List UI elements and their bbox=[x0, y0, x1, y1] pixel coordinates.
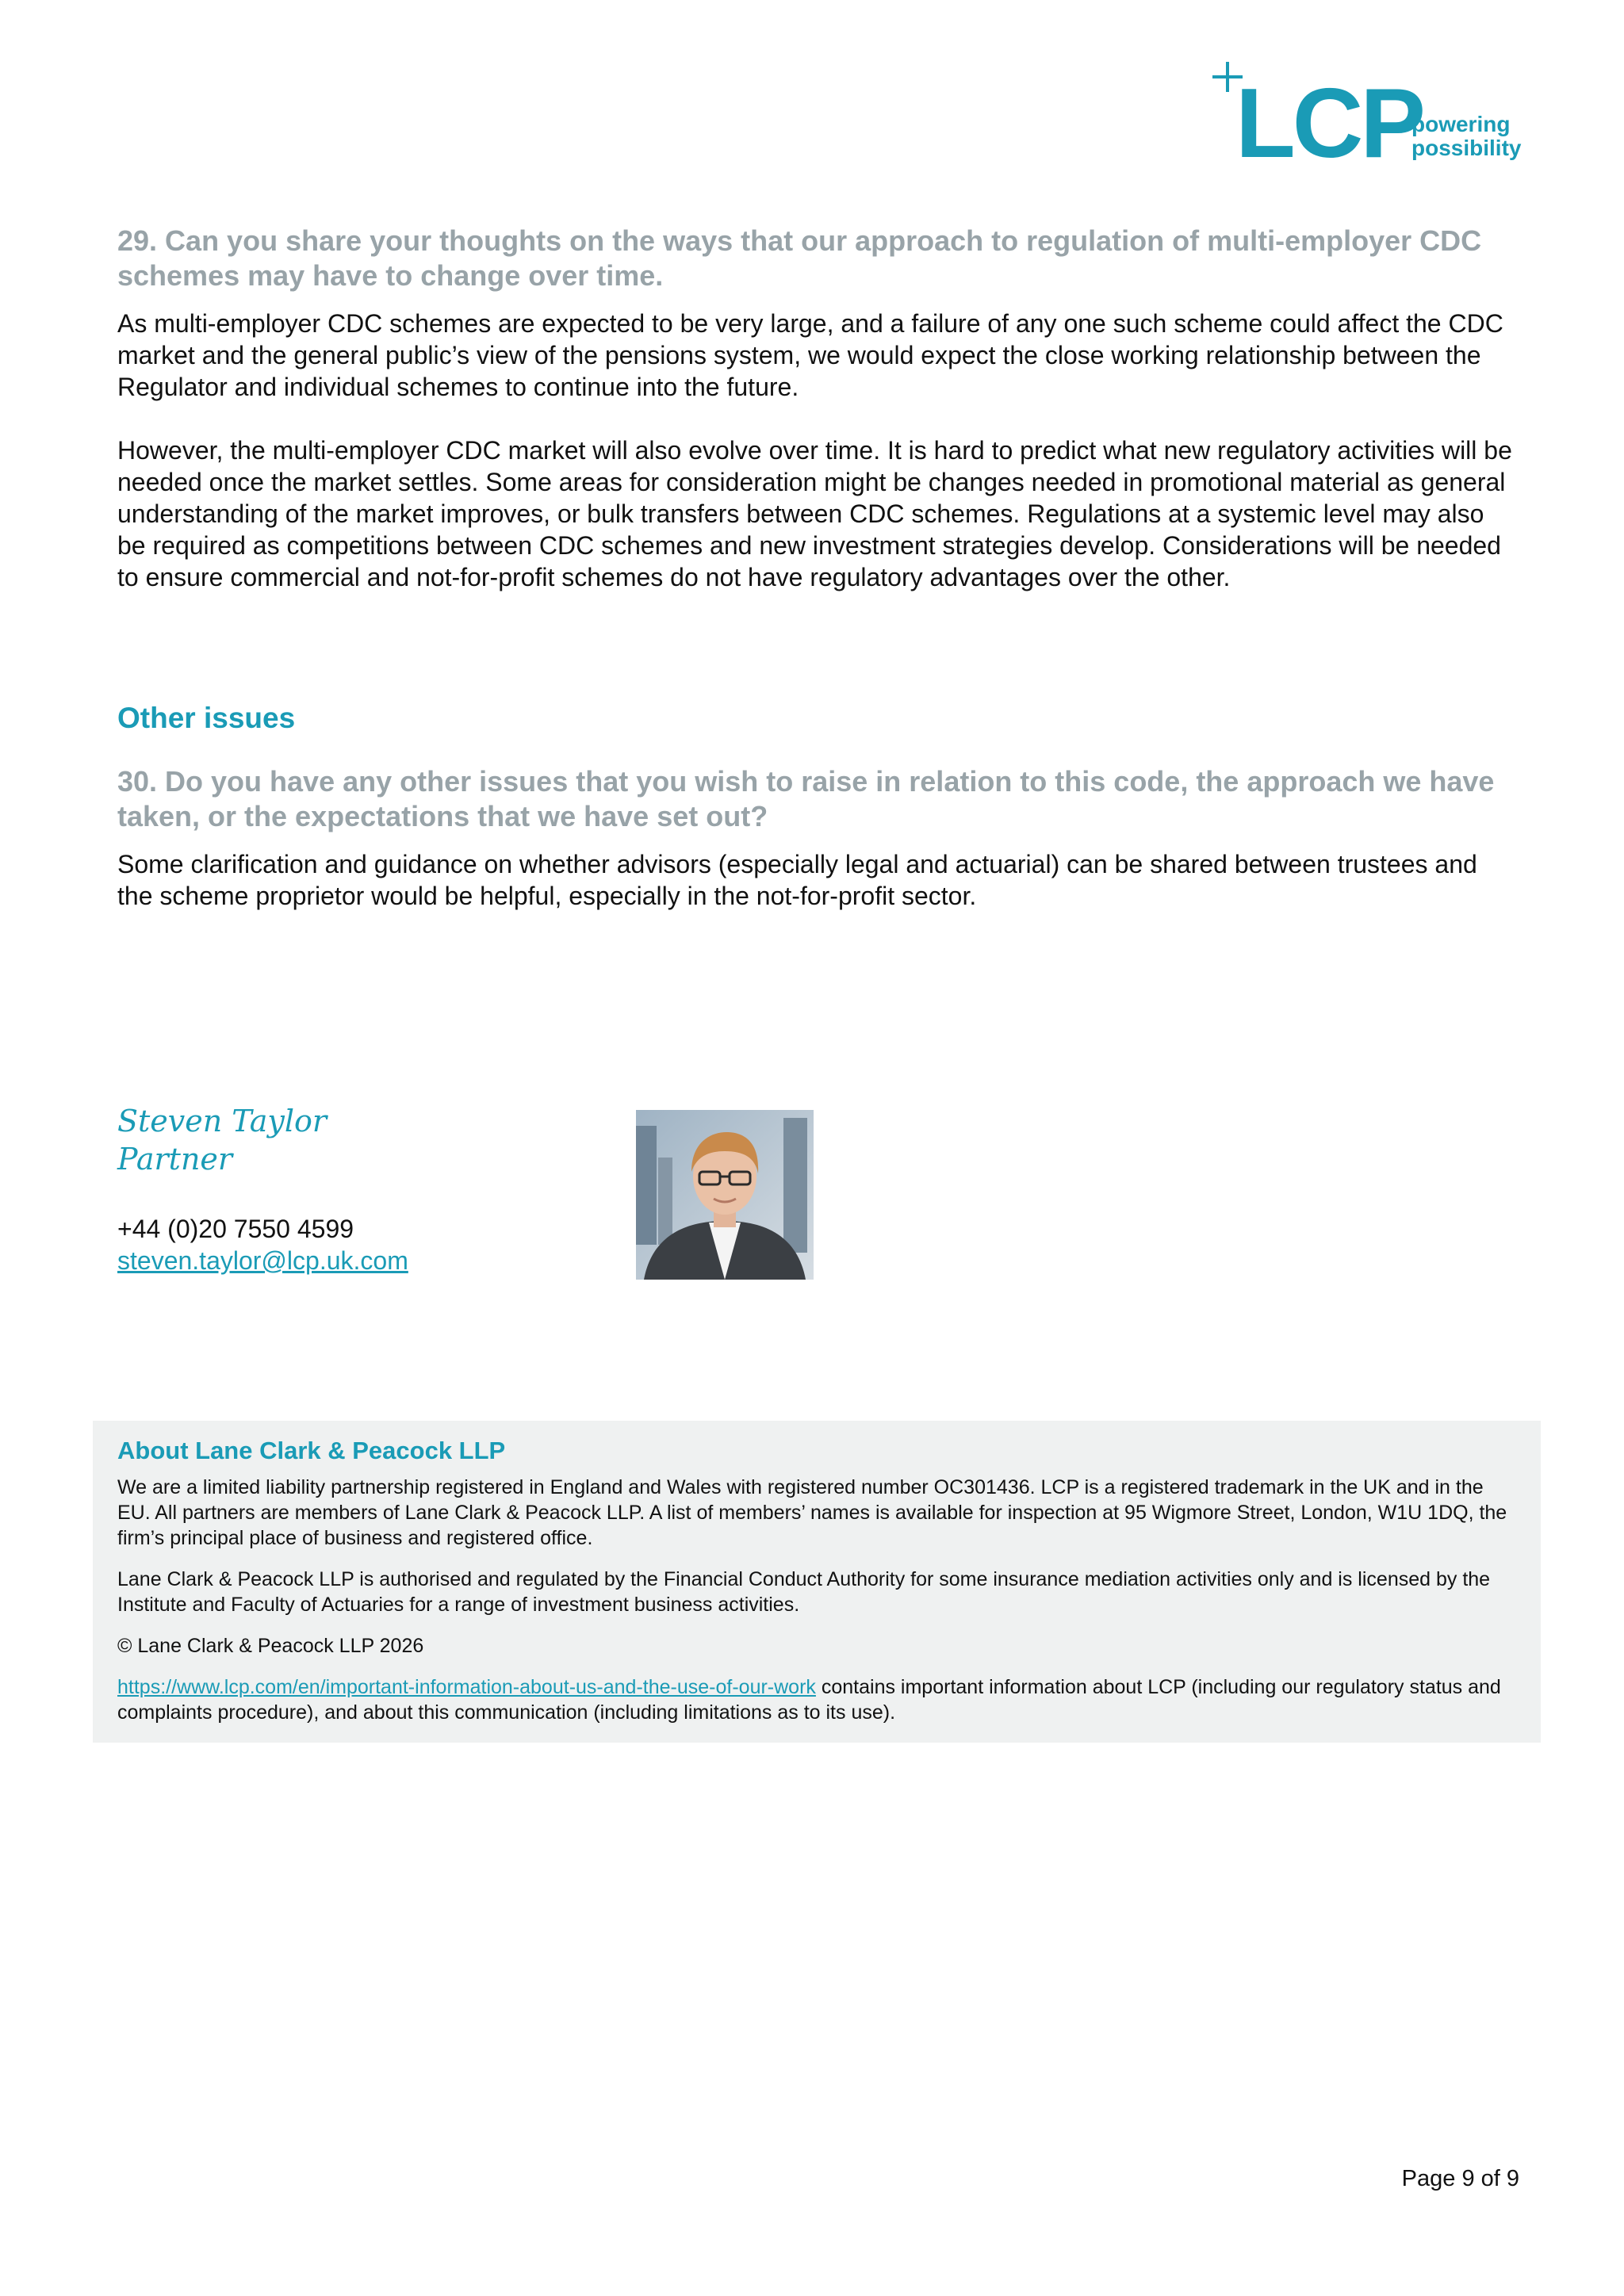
question-29-title: 29. Can you share your thoughts on the ways that our approach to regulation of multi-employer CDC schemes may have to change over time. bbox=[117, 224, 1482, 292]
question-29-answer-2: However, the multi-employer CDC market will also evolve over time. It is hard to predict what new regulatory activities will be needed once the market settles. Some areas for consideration might be changes needed in promotional material as general understanding of the market improves, or bulk transfers between CDC schemes. Regulations at a systemic level may also be required as competitions between CDC schemes and new investment strategies develop. Considerations will be needed to ensure commercial and not-for-profit schemes do not have regulatory advantages over the other. bbox=[117, 436, 1512, 591]
partner-photo bbox=[636, 1110, 814, 1280]
copyright-text: © Lane Clark & Peacock LLP 2026 bbox=[117, 1635, 424, 1657]
phone-number: +44 (0)20 7550 4599 bbox=[117, 1215, 354, 1243]
email-link[interactable]: steven.taylor@lcp.uk.com bbox=[117, 1246, 408, 1275]
logo-tagline-2: possibility bbox=[1411, 136, 1522, 160]
question-30-answer: Some clarification and guidance on whether advisors (especially legal and actuarial) can be shared between trustees and the scheme proprietor would be helpful, especially in the not-for-profit sector. bbox=[117, 850, 1477, 910]
main-content bbox=[117, 224, 1513, 912]
signatory-name: Steven Taylor bbox=[117, 1104, 327, 1138]
lcp-logo bbox=[1212, 55, 1529, 166]
about-paragraph-2: Lane Clark & Peacock LLP is authorised and regulated by the Financial Conduct Authority for some insurance mediation activities only and is licensed by the Institute and Faculty of Actuaries for a range of investment business activities. bbox=[117, 1568, 1491, 1616]
about-link-suffix: contains important information about LCP (including our regulatory status and complaints procedure), and about this communication (including limitations as to its use). bbox=[117, 1676, 1501, 1724]
question-29-answer-1: As multi-employer CDC schemes are expected to be very large, and a failure of any one such scheme could affect the CDC market and the general public’s view of the pensions system, we would expect the close working relationship between the Regulator and individual schemes to continue into the future. bbox=[117, 309, 1503, 401]
question-30-title: 30. Do you have any other issues that you wish to raise in relation to this code, the approach we have taken, or the expectations that we have set out? bbox=[117, 765, 1495, 832]
other-issues-heading: Other issues bbox=[117, 702, 296, 734]
logo-text: LCP bbox=[1235, 69, 1423, 166]
page-number: Page 9 of 9 bbox=[1401, 2166, 1519, 2191]
logo-tagline-1: powering bbox=[1411, 112, 1511, 136]
contact-details bbox=[117, 1213, 408, 1276]
signatory-role: Partner bbox=[117, 1142, 233, 1177]
portrait-image bbox=[636, 1110, 814, 1280]
about-paragraph-link bbox=[117, 1674, 1516, 1725]
about-title: About Lane Clark & Peacock LLP bbox=[117, 1437, 506, 1464]
about-panel bbox=[93, 1421, 1541, 1743]
lcp-logo-mark bbox=[1212, 55, 1529, 166]
important-information-link[interactable]: https://www.lcp.com/en/important-information-about-us-and-the-use-of-our-work bbox=[117, 1676, 816, 1698]
signature-block bbox=[117, 1102, 327, 1178]
about-paragraph-1: We are a limited liability partnership registered in England and Wales with registered number OC301436. LCP is a registered trademark in the UK and in the EU. All partners are members of Lane Clark & Peacock LLP. A list of members’ names is available for inspection at 95 Wigmore Street, London, W1U 1DQ, the firm’s principal place of business and registered office. bbox=[117, 1476, 1507, 1549]
